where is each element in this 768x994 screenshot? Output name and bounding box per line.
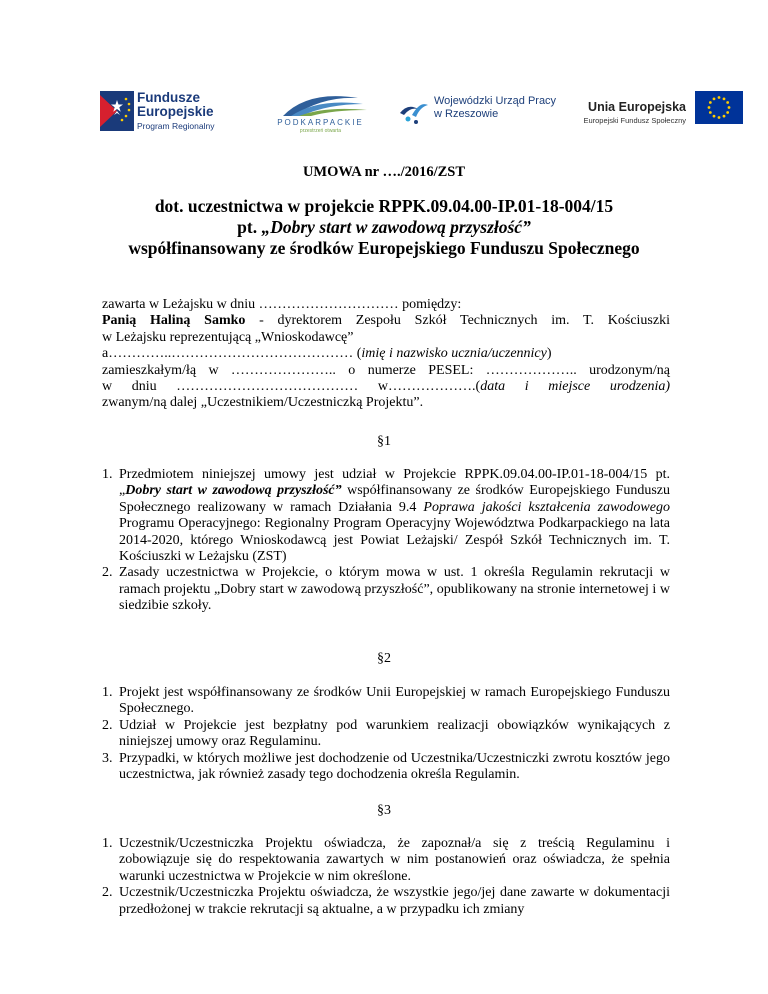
eu-star (723, 97, 726, 100)
project-name: „Dobry start w zawodową przyszłość” (261, 217, 531, 237)
intro-line1: zawarta w Leżajsku w dniu ………………………… pomiędzy: (102, 297, 462, 312)
podkarpackie-hills-icon (263, 88, 378, 118)
section3-item1: 1. Uczestnik/Uczestniczka Projektu oświadcza, że zapoznał/a się z treścią Regulaminu i zobowiązuje się do respektowania zawartych w nim postanowień oraz oświadcza, że spełnia warunki uczestnictwa w Projekcie w nim określone. (102, 836, 670, 884)
title-line1: dot. uczestnictwa w projekcie RPPK.09.04.00-IP.01-18-004/15 (154, 196, 614, 216)
logo-strip (100, 88, 745, 136)
section1-item2: 2. Zasady uczestnictwa w Projekcie, o którym mowa w ust. 1 określa Regulamin rekrutacji w ramach projektu „Dobry start w zawodową przyszłość”, opublikowany na stronie internetowej i w siedzibie szkoły. (102, 565, 670, 614)
intro-line6: w dniu ………………………………… w……………….(data i miejsce urodzenia) (102, 379, 670, 395)
wup-line1: Wojewódzki Urząd Pracy (434, 95, 557, 107)
section2-heading: §2 (377, 651, 391, 666)
podkarpackie-name: PODKARPACKIE (277, 118, 364, 127)
title-line2: pt. „Dobry start w zawodową przyszłość” (237, 217, 531, 237)
eu-star (713, 115, 716, 118)
eu-star (709, 101, 712, 104)
fundusze-line3: Program Regionalny (137, 121, 215, 131)
section2-item3: 3. Przypadki, w których możliwe jest dochodzenie od Uczestnika/Uczestniczki zwrotu kosztów jego uczestnictwa, jak również zasady tego dochodzenia określa Regulamin. (102, 750, 670, 783)
eu-star (723, 115, 726, 118)
intro-line4: a…………..………………………………… (imię i nazwisko ucznia/uczennicy) (102, 346, 552, 362)
eu-star (709, 111, 712, 114)
title-line3: współfinansowany ze środków Europejskiego Funduszu Społecznego (128, 238, 640, 258)
intro-line3: w Leżajsku reprezentującą „Wnioskodawcę” (102, 329, 354, 345)
podkarpackie-tagline: przestrzeń otwarta (299, 128, 342, 134)
fundusze-europejskie-logo (100, 88, 240, 136)
eu-flag-icon (695, 91, 743, 124)
ue-line2: Europejski Fundusz Społeczny (583, 116, 686, 125)
ue-logo (578, 88, 745, 136)
section1-heading: §1 (377, 434, 391, 449)
fundusze-line2: Europejskie (137, 104, 214, 119)
section3-item2: 2. Uczestnik/Uczestniczka Projektu oświadcza, że wszystkie jego/jej dane zawarte w dokumentacji przedłożonej w trakcie rekrutacji są aktualne, a w przypadku ich zmiany (102, 885, 670, 917)
contract-number: UMOWA nr …./2016/ZST (302, 164, 466, 180)
ue-line1: Unia Europejska (588, 100, 686, 114)
intro-line5: zamieszkałym/łą w ………………….. o numerze PESEL: ……………….. urodzonym/ną (102, 362, 670, 378)
intro-line2: Panią Haliną Samko - dyrektorem Zespołu Szkół Technicznych im. T. Kościuszki (102, 313, 670, 329)
section2-item1: 1. Projekt jest współfinansowany ze środków Unii Europejskiej w ramach Europejskiego Funduszu Społecznego. (102, 685, 670, 717)
contract-parties (102, 297, 670, 412)
podkarpackie-logo (263, 88, 378, 136)
eu-star (708, 106, 711, 109)
section2-item2: 2. Udział w Projekcie jest bezpłatny pod warunkiem realizacji obowiązków wynikających z niniejszej umowy oraz Regulaminu. (102, 717, 670, 750)
section1-list (102, 467, 670, 615)
eu-star (728, 106, 731, 109)
section3-heading: §3 (377, 803, 391, 818)
fundusze-europejskie-icon (100, 91, 134, 131)
eu-star (718, 96, 721, 99)
eu-star (713, 97, 716, 100)
eu-star (718, 116, 721, 119)
wup-logo (398, 88, 568, 136)
intro-line7: zwanym/ną dalej „Uczestnikiem/Uczestniczką Projektu”. (102, 395, 424, 411)
section1-item1: 1. Przedmiotem niniejszej umowy jest udział w Projekcie RPPK.09.04.00-IP.01-18-004/15 pt. „Dobry start w zawodową przyszłość” współfinansowany ze środków Europejskiego Funduszu Społecznego realizowany w ramach Działania 9.4 Poprawa jakości kształcenia zawodowego Programu Operacyjnego: Regionalny Program Operacyjny Województwa Podkarpackiego na lata 2014-2020, którego Wnioskodawcą jest Powiat Leżajski/ Zespół Szkół Technicznych im. T. Kościuszki w Leżajsku (ZST) (102, 467, 670, 565)
wup-bird-icon (398, 95, 430, 127)
wup-line2: w Rzeszowie (434, 108, 499, 120)
section2-list (102, 685, 670, 783)
fundusze-line1: Fundusze (137, 90, 200, 105)
eu-star (726, 101, 729, 104)
section3-list (102, 836, 670, 918)
document-title (0, 196, 768, 259)
eu-star (726, 111, 729, 114)
